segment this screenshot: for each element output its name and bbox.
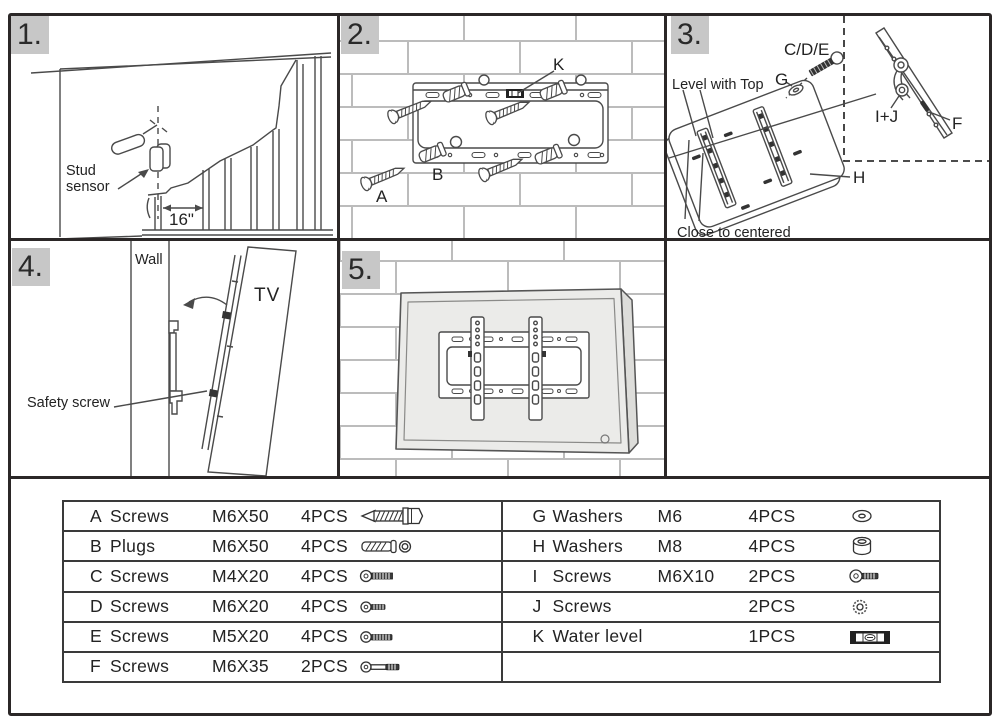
part-letter: G <box>532 505 547 526</box>
label-b: B <box>432 165 444 184</box>
level-with-top-label: Level with Top <box>672 77 764 93</box>
table-row-j <box>503 593 940 623</box>
part-name: Screws <box>110 656 170 677</box>
table-row-e <box>64 623 501 653</box>
table-row-empty <box>503 653 940 681</box>
stud-sensor-label-line1: Stud <box>66 163 96 179</box>
empty-panel <box>667 241 989 476</box>
part-size: M5X20 <box>212 626 269 647</box>
part-letter: H <box>532 535 546 556</box>
table-row-g <box>503 502 940 532</box>
wall-label: Wall <box>135 252 163 268</box>
table-row-b <box>64 532 501 562</box>
step-1-panel <box>11 16 337 238</box>
pan-screw-icon <box>848 564 940 588</box>
step-1-badge: 1. <box>11 16 49 54</box>
table-row-c <box>64 562 501 592</box>
part-qty: 4PCS <box>301 596 348 617</box>
part-name: Screws <box>552 596 612 617</box>
part-qty: 4PCS <box>748 505 796 526</box>
wall-section-lines <box>131 241 169 476</box>
step-1-drawing <box>11 16 337 238</box>
wall-bracket-profile <box>169 321 182 414</box>
water-level-icon <box>848 625 940 649</box>
step-5-badge: 5. <box>342 251 380 289</box>
part-size: M6X50 <box>212 505 269 526</box>
part-size: M8 <box>657 535 683 556</box>
flat-washer-icon <box>848 504 940 528</box>
part-qty: 2PCS <box>748 565 796 586</box>
safety-screw-label: Safety screw <box>27 395 110 411</box>
parts-table <box>62 500 941 683</box>
part-size: M6X50 <box>212 535 269 556</box>
machine-screw-icon <box>359 564 501 588</box>
part-letter: E <box>90 626 102 647</box>
part-size: M6 <box>657 505 683 526</box>
part-qty: 4PCS <box>301 626 348 647</box>
tv-label: TV <box>254 285 281 306</box>
part-size: M6X35 <box>212 656 269 677</box>
label-cde: C/D/E <box>784 40 830 59</box>
parts-table-left <box>64 502 501 681</box>
label-a: A <box>376 187 388 206</box>
part-letter: I <box>532 565 538 586</box>
spacer-washer-icon <box>848 533 940 559</box>
table-row-f <box>64 653 501 681</box>
label-ij: I+J <box>875 107 899 126</box>
table-row-d <box>64 593 501 623</box>
part-name: Screws <box>110 596 170 617</box>
part-name: Screws <box>110 505 170 526</box>
long-screw-icon <box>359 655 501 679</box>
stud-spacing-dimension: 16" <box>169 210 194 229</box>
parts-table-right <box>501 502 940 681</box>
short-screw-icon <box>359 595 501 619</box>
label-g: G <box>775 70 789 89</box>
part-name: Washers <box>552 505 623 526</box>
part-qty: 4PCS <box>301 565 348 586</box>
part-size: M6X20 <box>212 596 269 617</box>
part-name: Screws <box>552 565 612 586</box>
part-letter: B <box>90 535 102 556</box>
part-qty: 4PCS <box>748 535 796 556</box>
part-letter: D <box>90 596 103 617</box>
part-letter: K <box>532 626 545 647</box>
part-qty: 4PCS <box>301 505 348 526</box>
tv-back-assembly <box>667 78 849 238</box>
table-row-h <box>503 532 940 562</box>
step-2-panel <box>340 16 664 238</box>
table-row-a <box>64 502 501 532</box>
part-qty: 2PCS <box>748 596 796 617</box>
part-qty: 4PCS <box>301 535 348 556</box>
parts-section <box>11 479 989 713</box>
label-f: F <box>952 114 963 133</box>
stud-sensor-icon <box>150 147 163 171</box>
pencil-icon <box>110 133 146 156</box>
step-2-badge: 2. <box>341 16 379 54</box>
vesa-rail-left <box>468 317 484 420</box>
stud-sensor-label-line2: sensor <box>66 179 110 195</box>
wall-plate-mounted <box>439 332 589 398</box>
part-qty: 1PCS <box>748 626 796 647</box>
step-5-panel <box>340 241 664 476</box>
step-5-drawing <box>340 241 664 476</box>
step-2-drawing <box>340 16 664 238</box>
lock-nut-icon <box>848 595 940 619</box>
part-letter: F <box>90 656 101 677</box>
step-4-drawing <box>11 241 337 476</box>
lag-screw-icon <box>359 504 501 528</box>
part-size: M6X10 <box>657 565 715 586</box>
label-h: H <box>853 168 866 187</box>
tv-side-view <box>202 247 296 476</box>
part-letter: J <box>532 596 542 617</box>
part-size: M4X20 <box>212 565 269 586</box>
step-3-panel <box>667 16 989 238</box>
part-name: Washers <box>552 535 623 556</box>
close-to-centered-label: Close to centered <box>677 225 791 238</box>
part-letter: A <box>90 505 102 526</box>
part-name: Screws <box>110 565 170 586</box>
label-k: K <box>553 55 565 74</box>
medium-screw-icon <box>359 625 501 649</box>
step-3-badge: 3. <box>671 16 709 54</box>
part-letter: C <box>90 565 103 586</box>
part-name: Screws <box>110 626 170 647</box>
wall-plug-icon <box>359 534 501 558</box>
step-4-panel <box>11 241 337 476</box>
step-4-badge: 4. <box>12 248 50 286</box>
part-name: Water level <box>552 626 643 647</box>
part-name: Plugs <box>110 535 156 556</box>
part-qty: 2PCS <box>301 656 348 677</box>
table-row-k <box>503 623 940 653</box>
table-row-i <box>503 562 940 592</box>
